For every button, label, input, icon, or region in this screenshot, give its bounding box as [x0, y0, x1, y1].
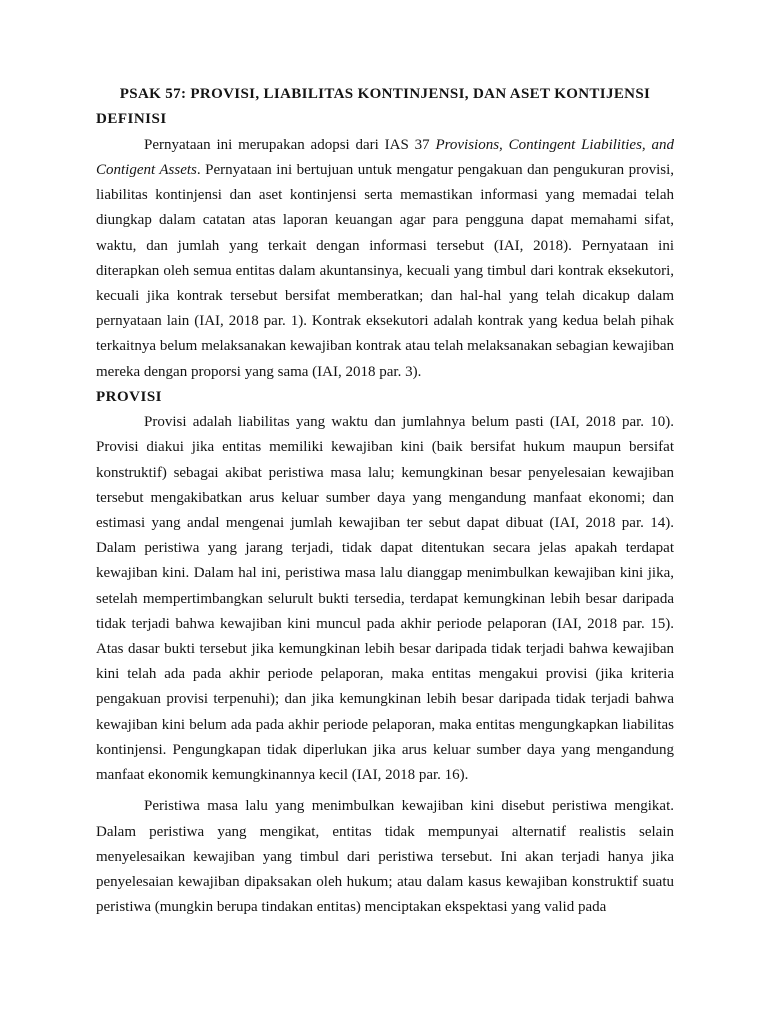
document-title: PSAK 57: PROVISI, LIABILITAS KONTINJENSI, DAN ASET KONTIJENSI	[119, 86, 651, 102]
provisi-paragraph-1: Provisi adalah liabilitas yang waktu dan jumlahnya belum pasti (IAI, 2018 par. 10). Provisi diakui jika entitas memiliki kewajiban kini (baik bersifat hukum maupun bersifat konstruktif) sebagai akibat peristiwa masa lalu; kemungkinan besar penyelesaian kewajiban tersebut mengakibatkan arus keluar sumber daya yang mengandung manfaat ekonomi; dan estimasi yang andal mengenai jumlah kewajiban ter sebut dapat dibuat (IAI, 2018 par. 14). Dalam peristiwa yang jarang terjadi, tidak dapat ditentukan secara jelas apakah terdapat kewajiban kini. Dalam hal ini, peristiwa masa lalu dianggap menimbulkan kewajiban kini jika, setelah mempertimbangkan selurult bukti tersedia, terdapat kemungkinan lebih besar daripada tidak terjadi bahwa kewajiban kini muncul pada akhir periode pelaporan (IAI, 2018 par. 15). Atas dasar bukti tersebut jika kemungkinan lebih besar daripada tidak terjadi bahwa kewajiban kini telah ada pada akhir periode pelaporan, maka entitas mengakui provisi (jika kriteria pengakuan provisi terpenuhi); dan jika kemungkinan lebih besar daripada tidak terjadi bahwa kewajiban kini belum ada pada akhir periode pelaporan, maka entitas mengungkapkan liabilitas kontinjensi. Pengungkapan tidak diperlukan jika arus keluar sumber daya yang mengandung manfaat ekonomik kemungkinannya kecil (IAI, 2018 par. 16).	[96, 414, 674, 784]
standard-name-italic: Provisions, Contingent Liabilities, and Contigent Assets	[96, 136, 674, 179]
section-heading-provisi: PROVISI	[96, 388, 163, 405]
document-page	[96, 82, 674, 920]
section-heading-definisi: DEFINISI	[96, 111, 167, 128]
definisi-paragraph	[96, 133, 674, 385]
paragraph-text-rest: . Pernyataan ini bertujuan untuk mengatur pengakuan dan pengukuran provisi, liabilitas kontinjensi dan aset kontinjensi serta memastikan informasi yang memadai telah diungkap dalam catatan atas laporan keuangan agar para pengguna dapat memahami sifat, waktu, dan jumlah yang terkait dengan informasi tersebut (IAI, 2018). Pernyataan ini diterapkan oleh semua entitas dalam akuntansinya, kecuali yang timbul dari kontrak eksekutori, kecuali jika kontrak tersebut bersifat memberatkan; dan hal-hal yang telah dicakup dalam pernyataan lain (IAI, 2018 par. 1). Kontrak eksekutori adalah kontrak yang kedua belah pihak terkaitnya belum melaksanakan kewajiban kontrak atau telah melaksanakan sebagian kewajiban mereka dengan proporsi yang sama (IAI, 2018 par. 3).	[96, 162, 674, 380]
provisi-paragraph-2: Peristiwa masa lalu yang menimbulkan kewajiban kini disebut peristiwa mengikat. Dalam peristiwa yang mengikat, entitas tidak mempunyai alternatif realistis selain menyelesaikan kewajiban yang timbul dari peristiwa tersebut. Ini akan terjadi hanya jika penyelesaian kewajiban dipaksakan oleh hukum; atau dalam kasus kewajiban konstruktif suatu peristiwa (mungkin berupa tindakan entitas) menciptakan ekspektasi yang valid pada	[96, 798, 674, 916]
paragraph-text-lead: Pernyataan ini merupakan adopsi dari IAS 37	[144, 136, 436, 153]
